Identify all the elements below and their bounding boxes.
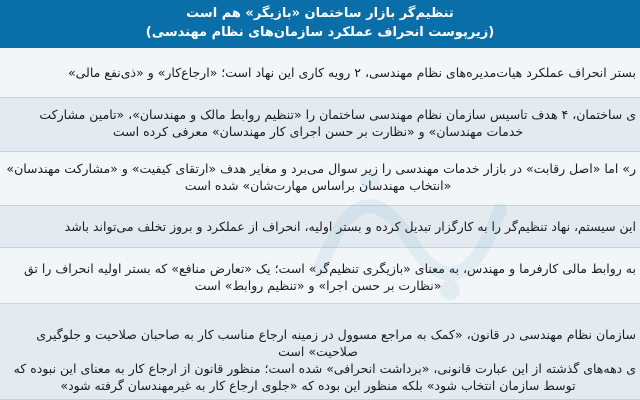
row-text: به روابط مالی کارفرما و مهندس، به معنای «بازیگری تنظیم‌گر» است؛ یک «تعارض منافع» که بستر اولیه انحراف را تق: [23, 261, 636, 276]
content-row: [0, 152, 640, 206]
row-text: سازمان نظام مهندسی در قانون، «کمک به مراجع مسوول در زمینه ارجاع مناسب کار به صاحبان صلاحیت و جلوگیری: [36, 327, 636, 342]
content-row: [0, 206, 640, 248]
row-text: ی ساختمان، ۴ هدف تاسیس سازمان نظام مهندسی ساختمان را «تنظیم روابط مالک و مهندسان»، «تامین مشارکت: [39, 107, 636, 122]
row-text: بستر انحراف عملکرد هیات‌مدیره‌های نظام مهندسی، ۲ رویه کاری این نهاد است؛ «ارجاع‌کار» و «ذی‌نفع مالی»: [67, 65, 636, 80]
content-row: [0, 304, 640, 400]
row-text: ر» اما «اصل رقابت» در بازار خدمات مهندسی را زیر سوال می‌برد و مغایر هدف «ارتقای کیفیت» و «مشارکت مهندسان»: [6, 161, 636, 176]
infographic-subtitle: (زیرپوست انحراف عملکرد سازمان‌های نظام مهندسی): [145, 25, 495, 40]
content-row: [0, 48, 640, 98]
content-row: [0, 98, 640, 152]
row-text: «انتخاب مهندسان براساس مهارت‌شان» شده است: [184, 178, 452, 193]
row-text: صلاحیت» است: [278, 344, 358, 359]
row-text: توسط سازمان انتخاب شود» بلکه منظور این بوده که «جلوی ارجاع کار به غیرمهندسان گرفته شود»: [60, 378, 576, 393]
row-text: ی دهه‌های گذشته از این عبارت قانونی، «برداشت انحرافی» شده است؛ منظور قانون از ارجاع کار به معنای این نبوده که: [13, 361, 636, 376]
infographic-header: [0, 0, 640, 48]
row-text: این سیستم، نهاد تنظیم‌گر را به کارگزار تبدیل کرده و بستر اولیه، انحراف از عملکرد و بروز تخلف می‌تواند باشد: [64, 219, 636, 234]
infographic-title: تنظیم‌گر بازار ساختمان «بازیگر» هم است: [186, 6, 454, 21]
content-row: [0, 248, 640, 304]
row-text: «نظارت بر حسن اجرا» و «تنظیم روابط» است: [194, 278, 442, 293]
row-text: خدمات مهندسان» و «نظارت بر حسن اجرای کار مهندسان» معرفی کرده است: [112, 124, 524, 139]
